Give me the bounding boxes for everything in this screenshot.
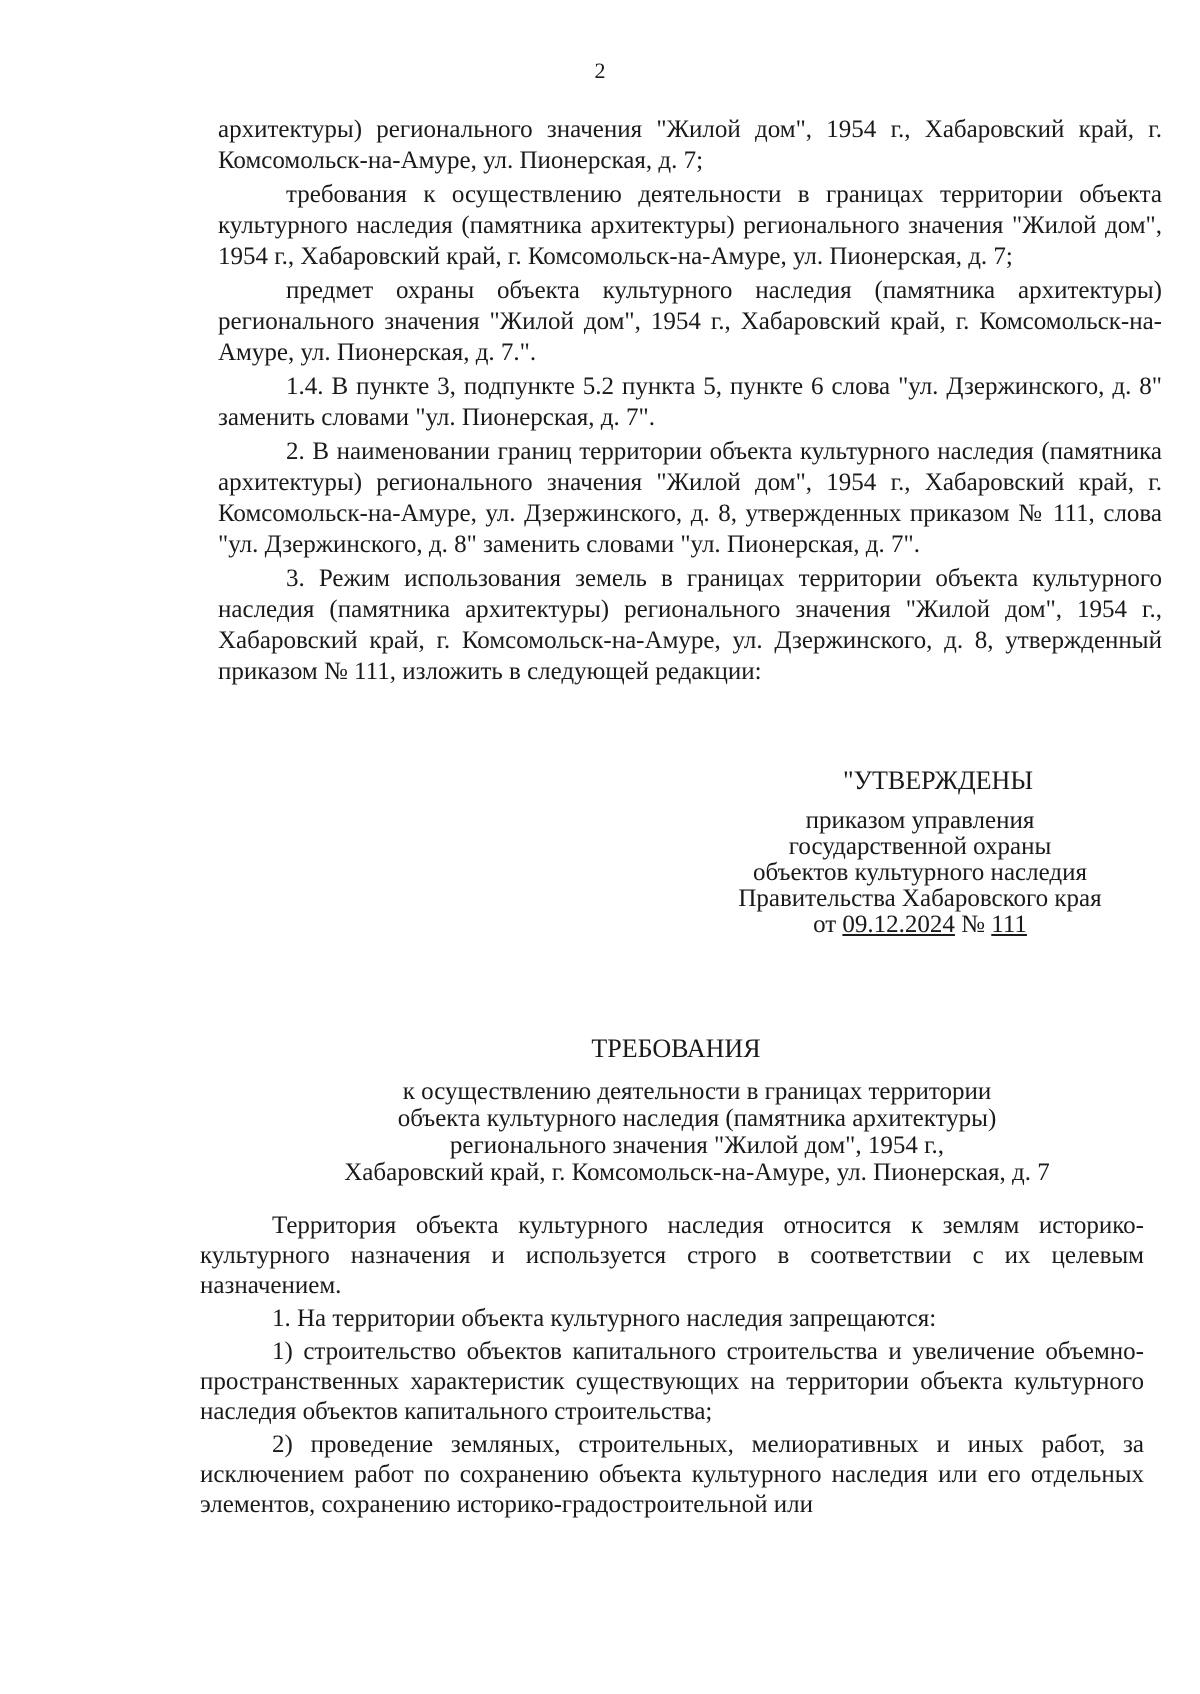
paragraph: 1. На территории объекта культурного наследия запрещаются: (272, 1305, 937, 1332)
number-prefix: № (961, 911, 986, 938)
date-prefix: от (813, 911, 837, 938)
paragraph: требования к осуществлению деятельности в границах территории объекта культурного наследия (памятника архитектуры) регионального значения "Жилой дом", 1954 г., Хабаровский край, г. Комсомольск-на-Амуре, ул. Пионерская, д. 7; (218, 181, 1162, 270)
paragraph: предмет охраны объекта культурного наследия (памятника архитектуры) регионального значения "Жилой дом", 1954 г., Хабаровский край, г. Комсомольск-на-Амуре, ул. Пионерская, д. 7.". (218, 277, 1162, 366)
approval-date-line (680, 912, 1160, 938)
paragraph: 2. В наименовании границ территории объекта культурного наследия (памятника архитектуры) регионального значения "Жилой дом", 1954 г., Хабаровский край, г. Комсомольск-на-Амуре, ул. Дзержинского, д. 8, утвержденных приказом № 111, слова "ул. Дзержинского, д. 8" заменить словами "ул. Пионерская, д. 7". (218, 438, 1162, 558)
approval-number: 111 (991, 911, 1027, 938)
subtitle-line: объекта культурного наследия (памятника архитектуры) (397, 1105, 997, 1132)
paragraph: архитектуры) регионального значения "Жилой дом", 1954 г., Хабаровский край, г. Комсомольск-на-Амуре, ул. Пионерская, д. 7; (218, 116, 1162, 174)
approval-line: государственной охраны (788, 833, 1052, 860)
subtitle-line: регионального значения "Жилой дом", 1954 г., (449, 1132, 945, 1159)
paragraph: 1.4. В пункте 3, подпункте 5.2 пункта 5, пункте 6 слова "ул. Дзержинского, д. 8" заменить словами "ул. Пионерская, д. 7". (218, 373, 1162, 431)
requirements-title: ТРЕБОВАНИЯ (591, 1034, 761, 1063)
approval-title: "УТВЕРЖДЕНЫ (842, 766, 1034, 795)
subtitle-line: к осуществлению деятельности в границах территории (402, 1078, 992, 1105)
paragraph: 1) строительство объектов капитального строительства и увеличение объемно-пространственных характеристик существующих на территории объекта культурного наследия объектов капитального строительства; (200, 1338, 1144, 1425)
paragraph: 3. Режим использования земель в границах территории объекта культурного наследия (памятника архитектуры) регионального значения "Жилой дом", 1954 г., Хабаровский край, г. Комсомольск-на-Амуре, ул. Дзержинского, д. 8, утвержденный приказом № 111, изложить в следующей редакции: (218, 565, 1162, 685)
amendment-text (218, 114, 1162, 687)
approval-line: Правительства Хабаровского края (738, 885, 1102, 912)
approval-line: приказом управления (805, 807, 1035, 834)
subtitle-line: Хабаровский край, г. Комсомольск-на-Амуре, ул. Пионерская, д. 7 (344, 1159, 1050, 1186)
approval-block (680, 768, 1160, 938)
paragraph: Территория объекта культурного наследия относится к землям историко-культурного назначения и используется строго в соответствии с их целевым назначением. (200, 1212, 1144, 1299)
requirements-body (200, 1208, 1144, 1520)
requirements-subtitle (230, 1078, 1164, 1186)
page-number: 2 (594, 58, 606, 83)
approval-line: объектов культурного наследия (753, 859, 1087, 886)
paragraph: 2) проведение земляных, строительных, мелиоративных и иных работ, за исключением работ по сохранению объекта культурного наследия или его отдельных элементов, сохранению историко-градостроительной или (200, 1431, 1144, 1518)
approval-date: 09.12.2024 (842, 911, 955, 938)
